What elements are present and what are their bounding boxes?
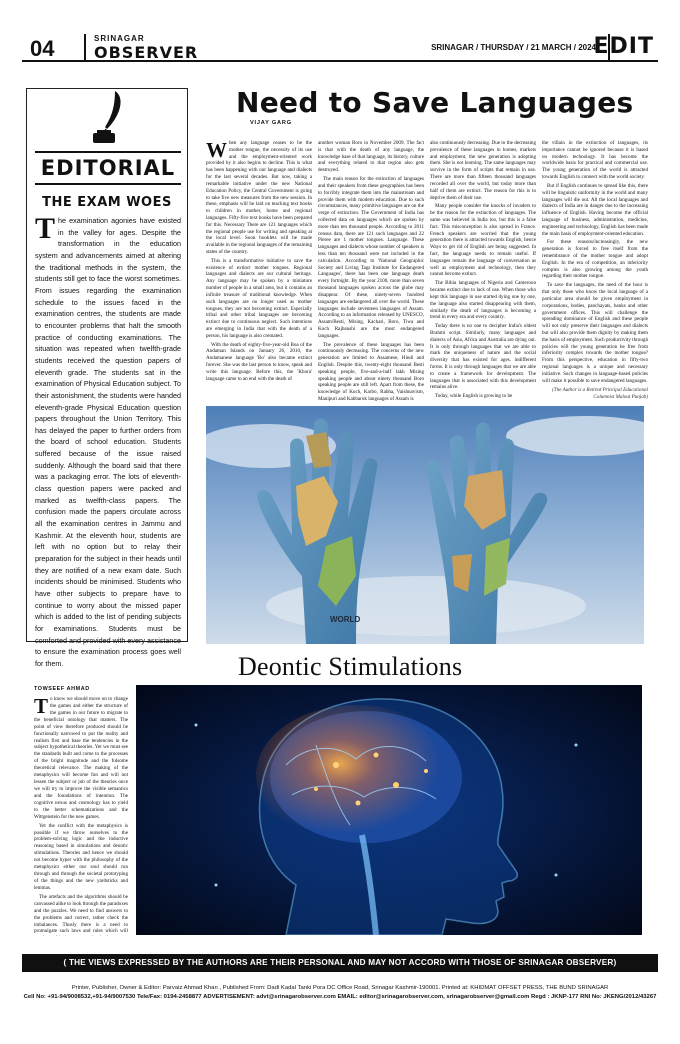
article-column-3 <box>430 140 536 402</box>
paragraph: This is a transformative initiative to save the existence of extinct mother tongues. Regional languages and dialects are our cultural heritage. Any language may be spoken by a miniature number of people in a small area, but it contains an infinite treasure of traditional knowledge. When such languages are no longer used as mother tongues, they are not becoming extinct. Especially tribal and other tribal languages are becoming extinct due to continuous neglect. Such intentions are emerging in India that with the death of a person, his language is also cremated. <box>206 257 312 339</box>
article-byline: VIJAY GARG <box>250 120 292 126</box>
divider <box>84 34 86 60</box>
paragraph: To save the languages, the need of the hour is that only those who know the local language of a particular area should be given employment in corporations, bodies, panchayats, banks and other government offices. This will challenge the spreading dominance of English and these people will not only preserve their languages and dialects but will also provide them dignity by making them the basis of employment. Such productivity through policies will the young generation be free from inferiority complex towards the mother tongue? From this perspective, education in fifty-two regional languages is a unique and necessary initiative. Such changes in language-based policies will make it possible to save endangered languages. <box>542 282 648 384</box>
paragraph-text: hen any language ceases to be the mother tongue, the necessity of its use and the employment-oriented work provided by it also begins to decline. This is what has been happening with our language and dialects for the last several decades. But now, taking a remarkable initiative under the new National Education Policy, the Central Government is going to take five new measures from the new session. In these, emphasis will be laid on teaching text books to children in mother, home and regional languages. Fifty-five text books have been prepared for this. Necessary There are 121 languages which the regional people use for writing and speaking at the local level. Soon booklets will be made available in the regional languages of the remaining states of the country. <box>206 140 312 255</box>
article-column-4 <box>542 140 648 402</box>
paragraph: But if English continues to spread like this, there will be linguistic uniformity in the world and many languages will die out. All the local languages and dialects of India are in danger due to the increasing influence of English. Having become the official language of business, administration, medicine, engineering and technology, English has been made the main basis of employment-oriented education. <box>542 182 648 237</box>
paragraph <box>206 140 312 256</box>
drop-cap: T <box>34 696 49 718</box>
logo-big-text: OBSERVER <box>94 43 199 62</box>
paragraph: Yet the conflict with the metaphysics is possible if we throw ourselves to the problem-solving logic and the inductive reasoning based in simulations and deontic stimulations. Theories and hence we should not become hyper with the philosophy of the metaphysics either our soul should run through and through the societal prototyping of the things and the new yardsticks and lemmas. <box>34 822 128 891</box>
article-column-1 <box>206 140 312 402</box>
paragraph <box>34 696 128 821</box>
paragraph: With the death of eighty-five-year-old Boa of the Andaman Islands on January 26, 2010, the Andamanese language 'Bo' also became extinct forever. She was the last person to know, speak and write this language. Before this, the 'Khora' language came to an end with the death of <box>206 341 312 382</box>
drop-cap: T <box>35 212 56 245</box>
editorial-box <box>26 88 188 668</box>
paragraph: The prevalence of these languages has been continuously decreasing. The concerns of the new generation are limited to Assamese, Hindi and English. Despite this, twenty-eight thousand Besti speaking people, five-and-a-half lakh Mising speaking people and about ninety thousand Boro speaking people are still left. Apart from these, the knowledge of Koch, Karbo, Rabha, Vaishnavism, Manipuri and Kabbarok languages of Assam is <box>318 341 424 402</box>
paragraph: For these reasons/increasingly, the new generation is forced to free itself from the remembrance of the mother tongue and adopt English. In the era of competition, an inferiority complex is also growing among the youth regarding their mother tongue. <box>542 239 648 280</box>
newspaper-logo <box>94 34 198 62</box>
page-number: 04 <box>30 36 55 61</box>
article-byline: TOWSEEF AHMAD <box>34 686 90 692</box>
editorial-label: EDITORIAL <box>35 151 181 185</box>
masthead <box>22 34 658 62</box>
drop-cap: W <box>206 140 227 162</box>
imprint-line <box>22 984 658 1003</box>
glowing-brain-image <box>136 685 642 935</box>
quill-inkpot-icon <box>85 89 129 145</box>
paragraph: another woman Boro in November 2009. The fact is that with the death of any language, the knowledge base of that language, its history, culture and everything related to that region also gets destroyed. <box>318 140 424 174</box>
disclaimer-banner: ( THE VIEWS EXPRESSED BY THE AUTHORS ARE THEIR PERSONAL AND MAY NOT ACCORD WITH THOSE OF SRINAGAR OBSERVER) <box>22 954 658 972</box>
section-name: EDIT <box>593 34 654 59</box>
logo-small-text: SRINAGAR <box>94 34 145 43</box>
paragraph: The Bibia languages of Nigeria and Cameroon became extinct due to lack of use. When those who kept this language in use started dying one by one, the language also started disappearing with them, similarly the death of languages is becoming a trend in every era and every country. <box>430 280 536 321</box>
paragraph-text: o know we should move on to change the games and either the structure of the games in our future to migrate to the beneficial ontology that matters. The point of view therefore produced should be functionally narrowed to put the reality and realism first and base the tendencies in the subject hypothetical theories. Yet we must see the standards built and come to the processes of the bright magnitude and the fulsome theoretical relevance. The making of the metaphysics will become fun and will not lessen the subject or job of the theories once we will try to improve the visible semantics and the foundations of intention. The cognitive nexus and cosmology has to yield to the better schematizations and the Wittgenstein for the new games. <box>34 696 128 820</box>
article-column <box>34 696 128 936</box>
author-note: (The Author is a Retired Principal Educational Columnist Malout Punjab) <box>552 387 648 401</box>
article-headline: Need to Save Languages <box>236 86 634 119</box>
paragraph: Many people consider the knocks of invaders to be the reason for the extinction of languages. The same was believed in India too, but this is a false fact. This misconception is also spread in France. French speakers are worried that the young generation there is attracted towards English, hence Ways to get rid of English are being suggested. In fact, the language needs to remain useful. If languages remain the language of conversation as well as employment and technology, then they cannot become extinct. <box>430 203 536 278</box>
imprint-line-1: Printer, Publisher, Owner & Editor: Parvaiz Ahmad Khan , Published From: Dadi Kadal Tanki Pora DC Office Road, Srinagar Kashmir-190001. Printed at: KHIDMAT OFFSET PRESS, THE BUND SRINAGAR <box>71 985 609 991</box>
paragraph: also continuously decreasing. Due to the decreasing prevalence of these languages in homes, markets and employment, the new generation is adopting them. She is not learning. The same languages may survive in the form of scripts that remain in use. There are more than fifteen thousand languages recorded all over the world, but today more than half of them are extinct. The reason for this is to deprive them of their use. <box>430 140 536 201</box>
editorial-title: THE EXAM WOES <box>42 195 172 210</box>
article-column-2 <box>318 140 424 402</box>
globe-label: WORLD <box>330 615 361 624</box>
paragraph: Today there is no one to decipher India's oldest Brahmi script. Similarly, many languages and dialects of Asia, Africa and Australia are dying out. It is only through languages that we are able to mark the uniqueness of nature and the social diversity that has existed for ages. indifferent forms. It is only through languages that we are able to create a framework for development. The languages that is associated with this development remains alive. <box>430 323 536 391</box>
world-map-hands-image <box>206 406 644 644</box>
article-headline: Deontic Stimulations <box>238 652 463 681</box>
paragraph: The main reason for the extinction of languages and their speakers from these geographies has been to forcibly integrate them into the mainstream and provide them with modern education. Due to such circumstances, many primitive languages are on the verge of extinction. The Government of India has collected data on languages which are spoken by more than ten thousand people. According to 2011 census data, there are 121 such languages and 22 Pieree are 1 mother tongues. Language. These languages and dialects whose number of speakers is less than ten thousand were not included in the calculation. According to 'National Geographic Society and Living Tags Institute for Endangered Languages', there has been one language death every fortnight. By the year 2100, more than seven thousand languages spoken across the globe may disappear. Of these, ninety-seven hundred languages are endangered all over the world. These languages include seventeen languages of Assam. According to an information released by UNESCO, Assam/Besti, Mising, Kachari, Boro, Tiwa and Koch Rajbanshi are the most endangered languages. <box>318 176 424 339</box>
editorial-body <box>35 212 181 670</box>
dateline: SRINAGAR / THURSDAY / 21 MARCH / 2024 <box>431 43 596 52</box>
paragraph: The artefacts and the algorithms should be canvassed alike to look through the paradoxes and the puzzles. We need to find answers to the problems and correct, rather check the imbalances. Thusly there is a need to promulgate such laws and rules which will <box>34 893 128 935</box>
editorial-text: he examination agonies have existed in the valley for ages. Despite the transformation in the education system and advancements aimed at altering the traditional methods in the system, the students still get to face the worst sometimes. From issues regarding the examination schedule to the issues faced in the examination centres, the students are made to encounter problems that halt the smooth practice of conducting examinations. The situation was repeated when twelfth-grade students received the question papers of eleventh grade. The students sat in the examination of Physical Education subject. To their astonishment, the students were handed eleventh-grade Physical Education question papers throughout the Union Territory. This has delayed the paper to further orders from the board of school education. Students suffered because of the issue raised suddenly. Although the board said that there was a packaging error. The lots of eleventh-class question papers were packed and marked as twelfth-class papers. The confusion made the papers circulate across all the examination centres in Jammu and Kashmir. At the eleventh hour, students are left with no option but to relay their preparation for the subject in their heads until they are notified of a new exam date. Such incidents should be minimised. Students who have other subjects to prepare have to continue to worry about the missed paper which is added to the list of pending subjects for examinations. Students must be comforted and provided with every assistance to ensure the examination process goes well for them. <box>35 216 181 668</box>
paragraph: the villain in the extinction of languages, its importance cannot be ignored because it is based on modern technology. It has become the worldwide basis for practical and commercial use. The young generation of the world is attracted towards English to connect with the world society. <box>542 140 648 181</box>
imprint-line-2: Cell No: +91-94/9008532,+91-94/9007530 Tele/Fax: 0194-2458877 ADVERTISEMENT: advt@srinagarobserver.com EMAIL: editor@srinagarobserver.com, srinagarobserver@gmail.com Regd : JKNP-177 RNI No: JKENG/2012/43267 <box>23 994 657 1001</box>
paragraph: Today, while English is growing to be <box>435 393 513 400</box>
